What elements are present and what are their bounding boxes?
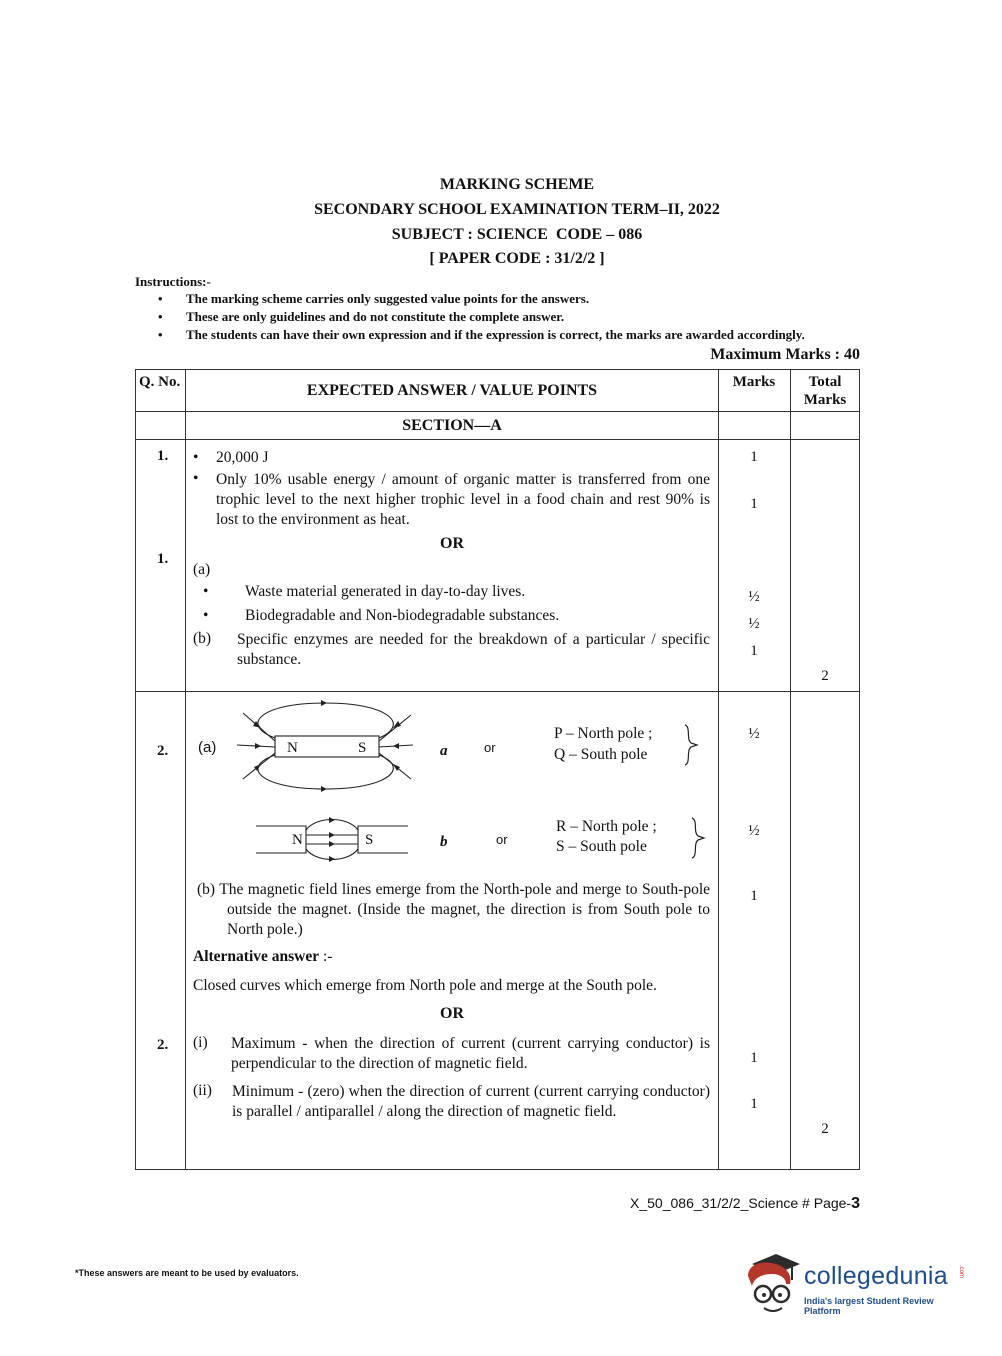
col-header-marks: Marks [732,374,776,390]
arrow-head-icon [329,817,335,823]
field-line-top [258,703,393,738]
magnet-pole-s: S [365,832,374,848]
mark-value: ½ [748,726,760,742]
pole-answer: P – North pole ; [554,725,653,742]
field-line [379,715,411,741]
col-header-qno: Q. No. [139,374,181,390]
question-number-alt: 2. [157,1037,169,1053]
mark-value: 1 [750,496,758,512]
arrow-head-icon [253,721,261,728]
question-number: 1. [157,448,169,464]
arrow-head-icon [393,743,399,749]
title-marking-scheme: MARKING SCHEME [439,176,595,193]
brand-tagline: India's largest Student Review Platform [804,1296,934,1316]
answer-bullet: • Biodegradable and Non-biodegradable substances. [203,607,560,624]
mark-value: ½ [748,823,760,839]
magnet-pole-n: N [292,832,303,848]
magnet-field-diagram-b [254,810,414,870]
answer-bullet: • 20,000 J [193,449,269,466]
answer-text: Specific enzymes are needed for the breakdown of a particular / specific substance. [237,631,710,668]
answer-text: Minimum - (zero) when the direction of current (current carrying conductor) is parallel / antiparallel / along the direction of magnetic field. [232,1083,710,1120]
answer-text: (b) The magnetic field lines emerge from the North-pole and merge to South-pole outside the magnet. (Inside the magnet, the direction is from South pole to North pole.) [197,881,710,938]
col-header-total-marks: Marks [803,392,847,408]
page-footer-code: X_50_086_31/2/2_Science # Page-3 [630,1195,860,1212]
arrow-head-icon [329,832,335,838]
instruction-item: • The students can have their own expression and if the expression is correct, the marks are awarded accordingly. [158,327,805,342]
arrow-head-icon [321,700,327,706]
col-header-total: Total [808,374,842,390]
question-number-alt: 1. [157,551,169,567]
part-label: (b) [193,630,212,647]
max-marks: Maximum Marks : 40 [710,346,860,363]
mark-value: 1 [750,449,758,465]
title-subject: SUBJECT : SCIENCE CODE – 086 [391,226,643,243]
arrow-head-icon [321,786,327,792]
or-separator: OR [440,1005,464,1022]
instruction-item: • These are only guidelines and do not constitute the complete answer. [158,309,565,324]
arrow-head-icon [393,721,401,728]
or-word: or [496,832,508,847]
mark-value: 1 [750,1096,758,1112]
col-header-answer: EXPECTED ANSWER / VALUE POINTS [306,382,598,399]
alternative-answer-label: Alternative answer :- [193,948,333,965]
answer-bullet: • Waste material generated in day-to-day lives. [203,583,526,600]
collegedunia-logo [742,1250,972,1320]
total-marks-value: 2 [821,668,829,684]
magnet-pole-s: S [358,740,367,756]
total-marks-value: 2 [821,1121,829,1137]
part-label: (a) [198,739,217,756]
answer-text: Only 10% usable energy / amount of organic matter is transferred from one trophic level to the next higher trophic level in a food chain and rest 90% is lost to the environment as heat. [216,471,710,528]
evaluator-note: *These answers are meant to be used by evaluators. [75,1268,299,1278]
right-brace-icon [681,723,699,767]
mark-value: ½ [748,616,760,632]
title-exam: SECONDARY SCHOOL EXAMINATION TERM–II, 2022 [314,201,720,218]
mascot-icon [742,1250,804,1318]
pole-answer: R – North pole ; [556,818,657,835]
mark-value: 1 [750,888,758,904]
right-brace-icon [688,816,706,860]
brand-suffix: .com [958,1265,964,1279]
part-label: (ii) [193,1082,212,1099]
answer-text: Closed curves which emerge from North pole and merge at the South pole. [193,977,657,994]
magnet-field-diagram-a [235,695,415,795]
question-number: 2. [157,743,169,759]
instruction-item: • The marking scheme carries only suggested value points for the answers. [158,291,590,306]
instructions-title: Instructions:- [135,274,211,289]
arrow-head-icon [329,841,335,847]
arrow-head-icon [255,743,261,749]
part-label: (a) [193,561,211,578]
or-separator: OR [440,535,464,552]
magnet-pole-n: N [287,740,298,756]
pole-answer: Q – South pole [554,746,648,763]
diagram-tag: a [440,743,448,759]
pole-answer: S – South pole [556,838,647,855]
mark-value: ½ [748,589,760,605]
section-a-heading: SECTION—A [402,417,502,434]
part-label: (i) [193,1034,208,1051]
mark-value: 1 [750,1050,758,1066]
answer-text: Maximum - when the direction of current (current carrying conductor) is perpendicular to the direction of magnetic field. [231,1035,710,1072]
or-word: or [484,740,496,755]
field-line-bottom [258,755,393,789]
diagram-tag: b [440,834,448,850]
arrow-head-icon [329,856,335,862]
arrow-head-icon [254,764,261,771]
arrow-head-icon [393,764,400,771]
brand-name: collegedunia [804,1262,948,1290]
title-paper-code: [ PAPER CODE : 31/2/2 ] [429,250,605,267]
answer-bullet-mark: • [193,470,199,487]
mark-value: 1 [750,643,758,659]
